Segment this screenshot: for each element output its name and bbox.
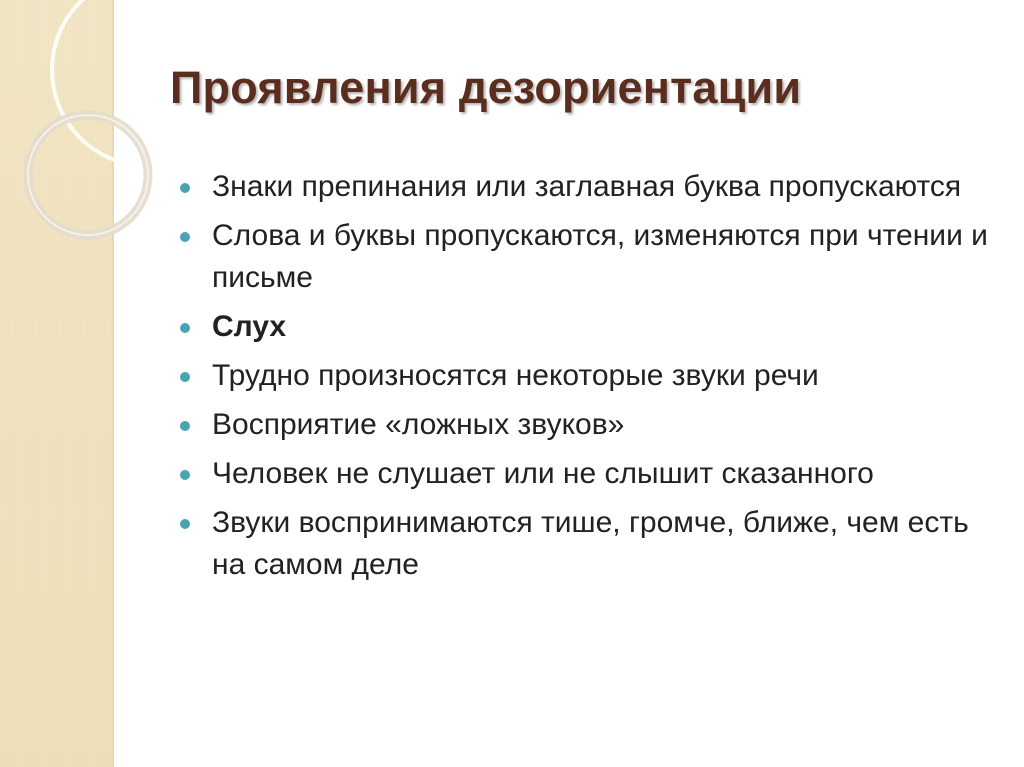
- bullet-item: [180, 453, 1000, 495]
- bullet-item: [180, 355, 1000, 397]
- bullet-item: [180, 502, 1000, 586]
- bullet-text: Слова и буквы пропускаются, изменяются при чтении и письме: [212, 219, 988, 294]
- bullet-list: [180, 166, 1000, 593]
- bullet-item: [180, 306, 1000, 348]
- bullet-text: Слух: [212, 310, 287, 343]
- bullet-dot-icon: [180, 372, 190, 382]
- bullet-text: Звуки воспринимаются тише, громче, ближе, чем есть на самом деле: [212, 506, 969, 581]
- bullet-text: Восприятие «ложных звуков»: [212, 408, 625, 441]
- bullet-item: [180, 404, 1000, 446]
- bullet-text: Человек не слушает или не слышит сказанного: [212, 457, 874, 490]
- bullet-dot-icon: [180, 470, 190, 480]
- bullet-text: Трудно произносятся некоторые звуки речи: [212, 359, 819, 392]
- bullet-dot-icon: [180, 519, 190, 529]
- bullet-dot-icon: [180, 421, 190, 431]
- bullet-item: [180, 166, 1000, 208]
- bullet-text: Знаки препинания или заглавная буква пропускаются: [212, 170, 962, 203]
- slide-title: Проявления дезориентации: [170, 62, 802, 113]
- bullet-item: [180, 215, 1000, 299]
- bullet-dot-icon: [180, 323, 190, 333]
- bullet-dot-icon: [180, 183, 190, 193]
- decorative-rings-icon: [0, 0, 160, 260]
- bullet-dot-icon: [180, 232, 190, 242]
